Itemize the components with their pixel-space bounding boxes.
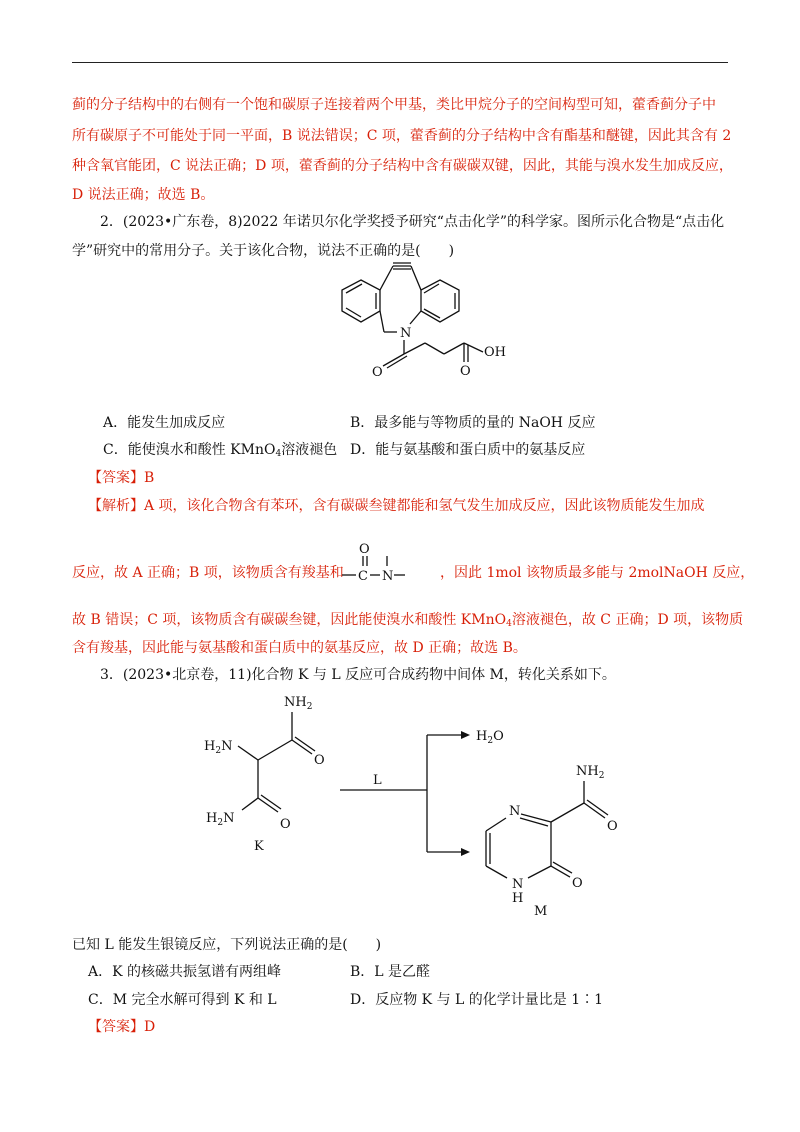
analysis-line: ，因此 1mol 该物质最多能与 2molNaOH 反应， <box>440 565 755 581</box>
option-a: A．K 的核磁共振氢谱有两组峰 <box>88 964 282 980</box>
option-d: D．反应物 K 与 L 的化学计量比是 1∶1 <box>350 992 604 1008</box>
nitrogen-label: N <box>400 326 412 341</box>
k-oxygen-label-1: O <box>314 753 325 768</box>
amide-nitrogen-label: N <box>382 569 394 584</box>
option-a: A．能发生加成反应 <box>103 415 226 431</box>
carbonyl-oxygen-label: O <box>372 365 383 380</box>
m-nh-hydrogen-label: H <box>512 891 524 906</box>
m-ring-nitrogen-label: N <box>509 804 521 819</box>
explanation-line: D 说法正确；故选 B。 <box>72 187 215 203</box>
k-h2n-label-2: $H_2N$ <box>206 811 235 828</box>
analysis-line: 【解析】A 项，该化合物含有苯环，含有碳碳叁键都能和氢气发生加成反应，因此该物质能发生加成 <box>88 498 705 514</box>
compound-m-label: M <box>534 904 548 919</box>
option-b: B．最多能与等物质的量的 NaOH 反应 <box>350 415 596 431</box>
amide-carbon-label: C <box>358 569 368 584</box>
question-2-stem: 学”研究中的常用分子。关于该化合物，说法不正确的是( ) <box>72 243 455 259</box>
amide-oxygen-label: O <box>359 542 370 557</box>
explanation-line: 种含氧官能团，C 说法正确；D 项，藿香蓟的分子结构中含有碳碳双键，因此，其能与溴水发生加成反应， <box>72 158 733 174</box>
answer-line: 【答案】D <box>88 1019 156 1035</box>
k-h2n-label: $H_2N$ <box>204 739 233 756</box>
question-3-stem: 已知 L 能发生银镜反应，下列说法正确的是( ) <box>72 937 382 953</box>
compound-k-label: K <box>254 839 264 854</box>
option-c: C．M 完全水解可得到 K 和 L <box>88 992 277 1008</box>
question-3-stem: 3．(2023•北京卷，11)化合物 K 与 L 反应可合成药物中间体 M，转化关系如下。 <box>100 667 616 683</box>
m-nh2-label: $NH_2$ <box>576 764 605 781</box>
explanation-line: 蓟的分子结构中的右侧有一个饱和碳原子连接着两个甲基，类比甲烷分子的空间构型可知，藿香蓟分子中 <box>72 97 716 113</box>
arrow-head-water <box>461 731 470 739</box>
arrow-head-product <box>461 848 470 856</box>
m-oxygen-label-2: O <box>572 876 583 891</box>
k-nh2-label: $NH_2$ <box>284 695 313 712</box>
option-b: B．L 是乙醛 <box>350 964 431 980</box>
analysis-line: 含有羧基，因此能与氨基酸和蛋白质中的氨基反应，故 D 正确；故选 B。 <box>72 640 527 656</box>
m-oxygen-label-1: O <box>607 819 618 834</box>
option-d: D．能与氨基酸和蛋白质中的氨基反应 <box>350 442 586 458</box>
analysis-line: 反应，故 A 正确；B 项，该物质含有羧基和 <box>72 565 344 581</box>
carboxyl-oxygen-label: O <box>460 364 471 379</box>
analysis-line: 故 B 错误；C 项，该物质含有碳碳叁键，因此能使溴水和酸性 KMnO$_4$溶液褪色，故 C 正确；D 项，该物质 <box>72 612 744 629</box>
explanation-line: 所有碳原子不可能处于同一平面，B 说法错误；C 项，藿香蓟的分子结构中含有酯基和醚键，因此其含有 2 <box>72 128 732 144</box>
question-2-stem: 2．(2023•广东卷，8)2022 年诺贝尔化学奖授予研究“点击化学”的科学家。图所示化合物是“点击化 <box>100 214 725 230</box>
answer-line: 【答案】B <box>88 470 155 486</box>
water-label: $H_2O$ <box>476 729 504 746</box>
option-c: C．能使溴水和酸性 KMnO$_4$溶液褪色 <box>103 442 338 459</box>
m-nh-nitrogen-label: N <box>512 877 524 892</box>
k-oxygen-label-2: O <box>280 817 291 832</box>
hydroxyl-label: OH <box>484 345 506 360</box>
reagent-l-label: L <box>373 773 382 788</box>
